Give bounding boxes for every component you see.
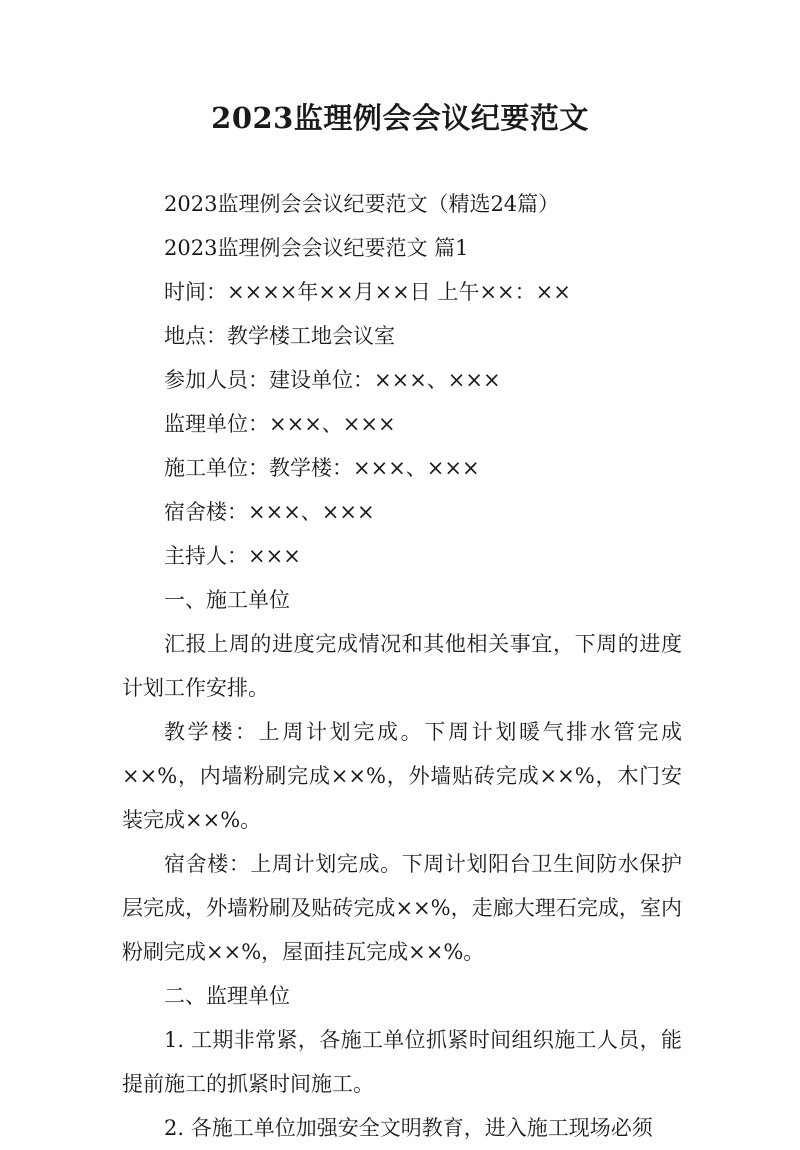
paragraph-section-heading: 2023监理例会会议纪要范文 篇1: [164, 236, 469, 260]
paragraph-item-1: 1. 工期非常紧，各施工单位抓紧时间组织施工人员，能提前施工的抓紧时间施工。: [122, 1028, 682, 1096]
paragraph-location: 地点：教学楼工地会议室: [164, 324, 395, 348]
paragraph-construction-unit: 施工单位：教学楼：×××、×××: [164, 456, 480, 480]
paragraph-supervision-unit: 监理单位：×××、×××: [164, 412, 396, 436]
document-title: 2023监理例会会议纪要范文: [211, 101, 589, 135]
paragraph-report: 汇报上周的进度完成情况和其他相关事宜，下周的进度计划工作安排。: [122, 632, 682, 700]
heading-construction-unit: 一、施工单位: [164, 588, 290, 612]
paragraph-dormitory: 宿舍楼：×××、×××: [164, 500, 375, 524]
paragraph-time: 时间：××××年××月××日 上午××：××: [164, 280, 571, 304]
paragraph-host: 主持人：×××: [164, 544, 301, 568]
paragraph-attendees: 参加人员：建设单位：×××、×××: [164, 368, 501, 392]
paragraph-item-2: 2. 各施工单位加强安全文明教育，进入施工现场必须: [164, 1116, 653, 1140]
document-body: [122, 182, 682, 1150]
heading-supervision-unit: 二、监理单位: [164, 984, 290, 1008]
paragraph-subtitle: 2023监理例会会议纪要范文（精选24篇）: [164, 192, 560, 216]
paragraph-teaching-building: 教学楼：上周计划完成。下周计划暖气排水管完成××%，内墙粉刷完成××%，外墙贴砖完成××%，木门安装完成××%。: [122, 720, 682, 832]
paragraph-dormitory-building: 宿舍楼：上周计划完成。下周计划阳台卫生间防水保护层完成，外墙粉刷及贴砖完成××%，走廊大理石完成，室内粉刷完成××%，屋面挂瓦完成××%。: [122, 852, 682, 964]
